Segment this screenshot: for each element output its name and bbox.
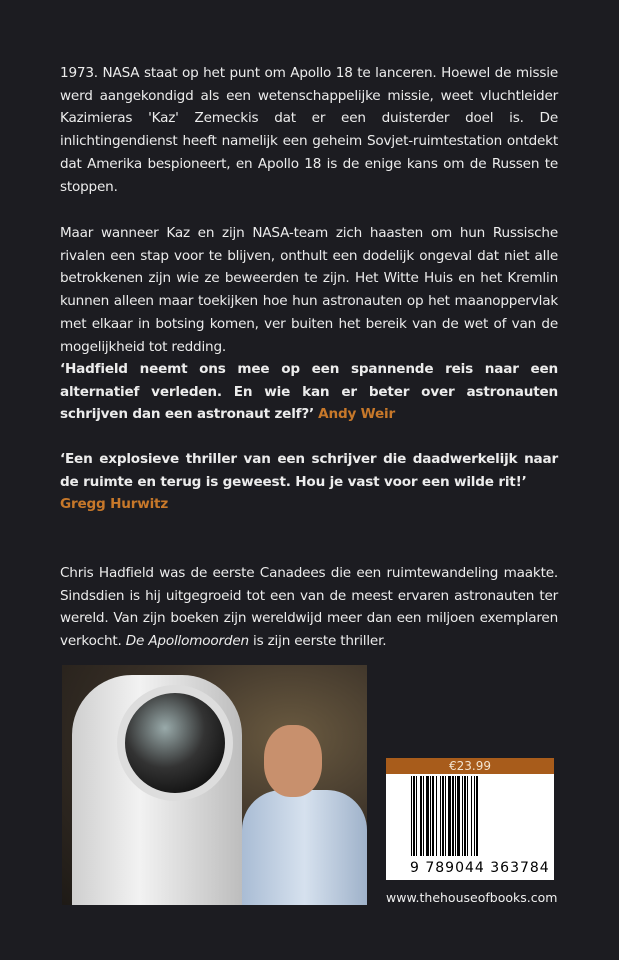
- book-title: De Apollomoorden: [125, 633, 249, 650]
- quote-author: Andy Weir: [318, 406, 395, 423]
- barcode-label: [386, 758, 554, 880]
- quote-2: [60, 448, 558, 516]
- isbn: 9 789044 363784: [410, 860, 550, 876]
- blurb-paragraph-2: Maar wanneer Kaz en zijn NASA-team zich haasten om hun Russische rivalen een stap voor te blijven, onthult een dodelijk ongeval dat niet alle betrokkenen zijn wie ze beweerden te zijn. Het Witte Huis en het Kremlin kunnen alleen maar toekijken hoe hun astronauten op het maanoppervlak met elkaar in botsing komen, ver buiten het bereik van de wet of van de mogelijkheid tot redding.: [60, 225, 558, 355]
- author-photo: [62, 665, 367, 905]
- author-bio: [60, 562, 558, 653]
- quote-author: Gregg Hurwitz: [60, 496, 169, 513]
- website-url: www.thehouseofbooks.com: [386, 890, 558, 905]
- bio-text: Chris Hadfield was de eerste Canadees die een ruimtewandeling maakte. Sindsdien is hij uitgegroeid tot een van de meest ervaren astronauten ter wereld. Van zijn boeken zijn wereldwijd meer dan een miljoen exemplaren verkocht.: [60, 565, 558, 650]
- quote-text: ‘Hadfield neemt ons mee op een spannende reis naar een alternatief verleden. En wie kan er beter over astronauten schrijven dan een astronaut zelf?’: [60, 361, 558, 423]
- author-figure: [242, 725, 367, 905]
- blurb-paragraph-1: 1973. NASA staat op het punt om Apollo 18 te lanceren. Hoewel de missie werd aangekondigd als een wetenschappelijke missie, weet vluchtleider Kazimieras 'Kaz' Zemeckis dat er een duisterder doel is. De inlichtingendienst heeft namelijk een geheim Sovjet-ruimtestation ontdekt dat Amerika bespioneert, en Apollo 18 is de enige kans om de Russen te stoppen.: [60, 65, 558, 195]
- quote-text: ‘Een explosieve thriller van een schrijver die daadwerkelijk naar de ruimte en terug is geweest. Hou je vast voor een wilde rit!’: [60, 451, 558, 490]
- bio-text-end: is zijn eerste thriller.: [253, 633, 387, 650]
- barcode-bar: [478, 776, 479, 856]
- barcode: [411, 776, 531, 856]
- quote-1: [60, 358, 558, 426]
- helmet: [117, 685, 233, 801]
- price: €23.99: [386, 758, 554, 774]
